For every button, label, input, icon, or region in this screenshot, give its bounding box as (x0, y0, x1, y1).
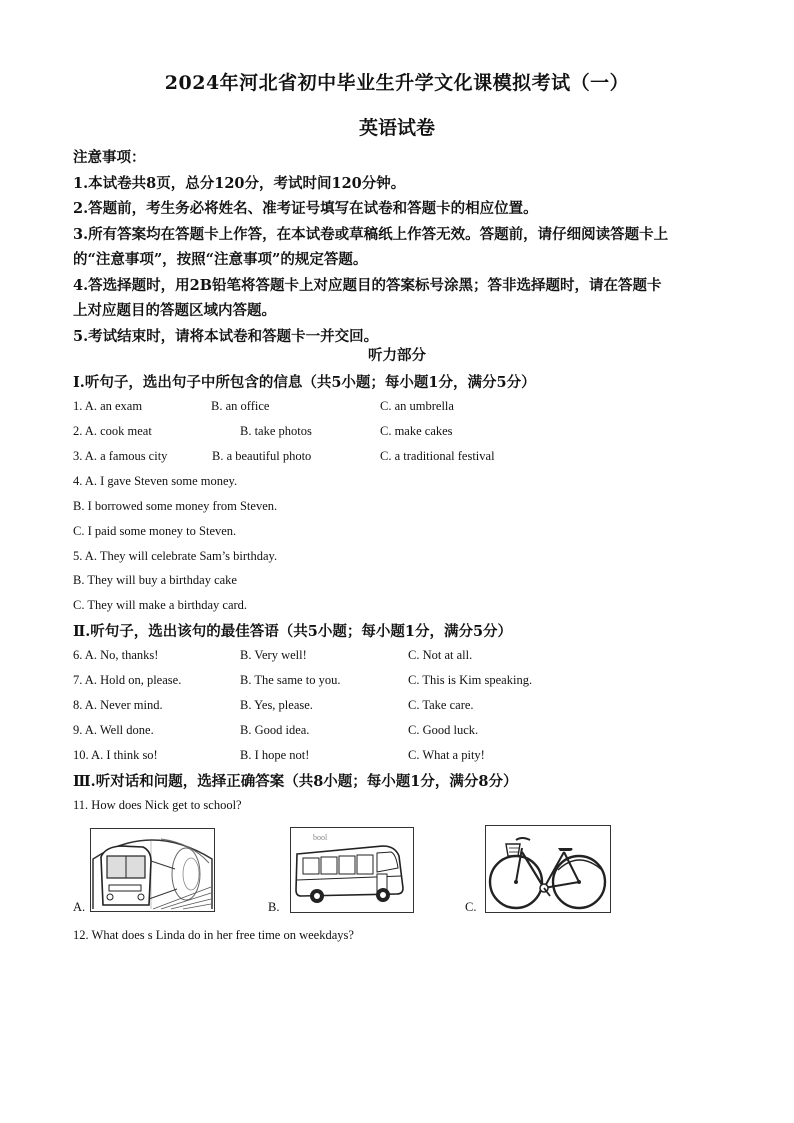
q4-option-a: 4. A. I gave Steven some money. (73, 474, 238, 488)
q7-option-b: B. The same to you. (240, 673, 341, 687)
q9-option-a: 9. A. Well done. (73, 723, 154, 737)
exam-subtitle: 英语试卷 (358, 117, 435, 139)
q1-option-c: C. an umbrella (380, 399, 454, 413)
pic-b-label: B. (268, 900, 280, 914)
bus-picture (290, 827, 414, 913)
q4-option-c: C. I paid some money to Steven. (73, 524, 237, 538)
q3-option-b: B. a beautiful photo (212, 449, 312, 463)
q2-option-a: 2. A. cook meat (73, 424, 152, 438)
q5-option-c: C. They will make a birthday card. (73, 598, 248, 612)
q11-question: 11. How does Nick get to school? (73, 798, 242, 812)
notes-line: 5.考试结束时，请将本试卷和答题卡一并交回。 (73, 327, 379, 345)
listening-part-title: 听力部分 (368, 347, 426, 364)
q1-option-b: B. an office (211, 399, 270, 413)
q2-option-c: C. make cakes (380, 424, 453, 438)
q2-option-b: B. take photos (240, 424, 312, 438)
section-1-heading: Ⅰ.听句子，选出句子中所包含的信息（共5小题；每小题1分，满分5分） (73, 374, 536, 391)
q9-option-b: B. Good idea. (240, 723, 310, 737)
q10-option-c: C. What a pity! (408, 748, 485, 762)
notes-heading: 注意事项： (73, 149, 146, 166)
q7-option-c: C. This is Kim speaking. (408, 673, 533, 687)
section-3-heading: Ⅲ.听对话和问题，选择正确答案（共8小题；每小题1分，满分8分） (73, 773, 518, 790)
q1-option-a: 1. A. an exam (73, 399, 143, 413)
notes-line: 4.答选择题时，用2B铅笔将答题卡上对应题目的答案标号涂黑；答非选择题时，请在答题卡 (73, 276, 662, 294)
notes-line: 上对应题目的答题区域内答题。 (73, 302, 276, 319)
q3-option-c: C. a traditional festival (380, 449, 495, 463)
bus-sign-text: bool (313, 833, 328, 842)
q8-option-a: 8. A. Never mind. (73, 698, 163, 712)
q3-option-a: 3. A. a famous city (73, 449, 168, 463)
q12-question: 12. What does s Linda do in her free time on weekdays? (73, 928, 354, 942)
q9-option-c: C. Good luck. (408, 723, 479, 737)
q4-option-b: B. I borrowed some money from Steven. (73, 499, 278, 513)
notes-line: 2.答题前，考生务必将姓名、准考证号填写在试卷和答题卡的相应位置。 (73, 200, 538, 217)
exam-title: 2024年河北省初中毕业生升学文化课模拟考试（一） (164, 72, 630, 94)
bicycle-picture (485, 825, 611, 913)
q8-option-b: B. Yes, please. (240, 698, 313, 712)
q10-option-b: B. I hope not! (240, 748, 310, 762)
section-2-heading: Ⅱ.听句子，选出该句的最佳答语（共5小题；每小题1分，满分5分） (73, 623, 513, 640)
q6-option-b: B. Very well! (240, 648, 307, 662)
q5-option-b: B. They will buy a birthday cake (73, 573, 237, 587)
q6-option-c: C. Not at all. (408, 648, 473, 662)
q5-option-a: 5. A. They will celebrate Sam’s birthday. (73, 549, 278, 563)
q8-option-c: C. Take care. (408, 698, 474, 712)
subway-train-picture (90, 828, 215, 912)
q10-option-a: 10. A. I think so! (73, 748, 158, 762)
q7-option-a: 7. A. Hold on, please. (73, 673, 182, 687)
notes-line: 3.所有答案均在答题卡上作答，在本试卷或草稿纸上作答无效。答题前，请仔细阅读答题卡上 (73, 225, 669, 243)
notes-block (73, 145, 733, 349)
pic-a-label: A. (73, 900, 86, 914)
pic-c-label: C. (465, 900, 477, 914)
notes-line: 1.本试卷共8页，总分120分，考试时间120分钟。 (73, 174, 406, 192)
notes-line: 的“注意事项”，按照“注意事项”的规定答题。 (73, 251, 368, 268)
q6-option-a: 6. A. No, thanks! (73, 648, 159, 662)
